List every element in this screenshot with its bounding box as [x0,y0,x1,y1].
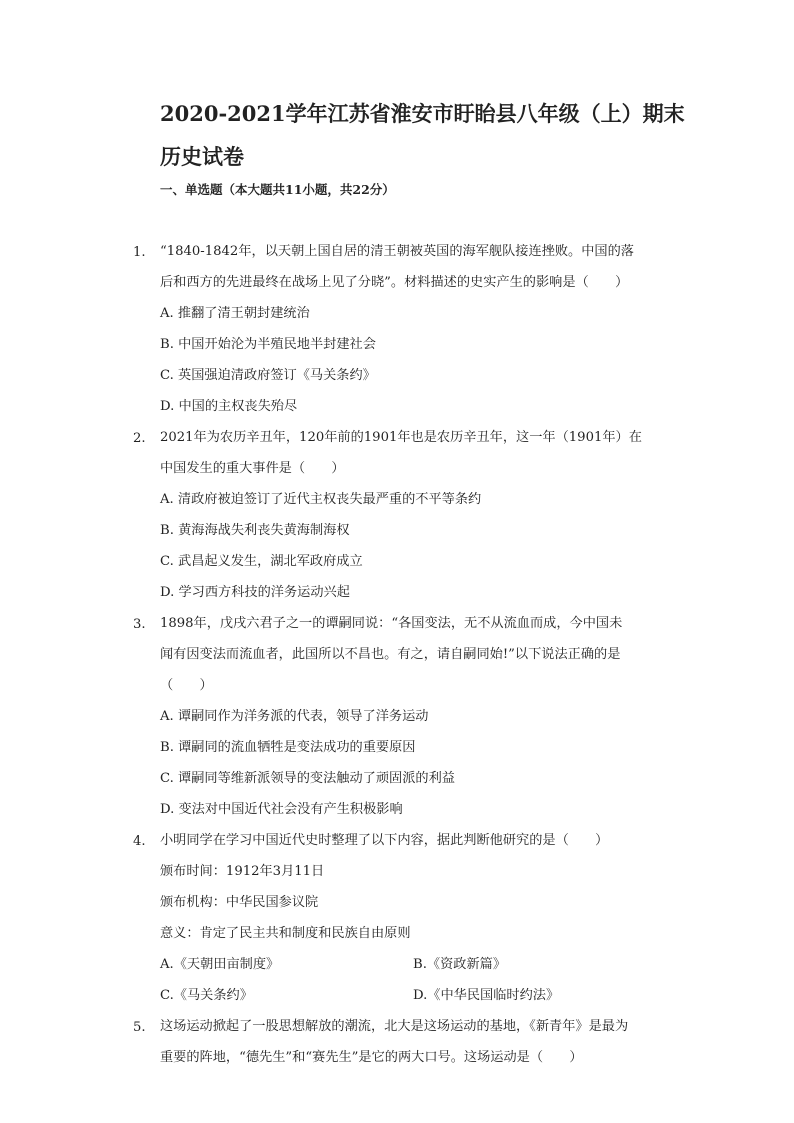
question-1-option-a[interactable]: A. 推翻了清王朝封建统治 [160,306,310,321]
question-3-text-line-1: 1898年，戊戌六君子之一的谭嗣同说：“各国变法，无不从流血而成，今中国未 [160,616,623,631]
question-4-option-d[interactable]: D.《中华民国临时约法》 [413,988,560,1003]
question-1-text-line-1: “1840-1842年，以天朝上国自居的清王朝被英国的海军舰队接连挫败。中国的落 [160,244,634,259]
question-4-text-line-1: 小明同学在学习中国近代史时整理了以下内容，据此判断他研究的是（ ） [160,833,609,848]
question-3-option-b[interactable]: B. 谭嗣同的流血牺牲是变法成功的重要原因 [160,740,416,755]
question-4-text-line-3: 颁布机构：中华民国参议院 [160,895,319,910]
question-2-text-line-2: 中国发生的重大事件是（ ） [160,461,345,476]
question-2-option-a[interactable]: A. 清政府被迫签订了近代主权丧失最严重的不平等条约 [160,492,482,507]
question-1-option-d[interactable]: D. 中国的主权丧失殆尽 [160,399,298,414]
question-3-option-a[interactable]: A. 谭嗣同作为洋务派的代表，领导了洋务运动 [160,709,429,724]
question-2-option-d[interactable]: D. 学习西方科技的洋务运动兴起 [160,585,350,600]
question-2-option-b[interactable]: B. 黄海海战失利丧失黄海制海权 [160,523,350,538]
question-4-text-line-2: 颁布时间：1912年3月11日 [160,864,325,879]
question-2-text-line-1: 2021年为农历辛丑年，120年前的1901年也是农历辛丑年，这一年（1901年）在 [160,430,642,445]
question-3-text-line-3: （ ） [160,678,213,693]
question-5-number: 5. [133,1020,146,1035]
question-2-option-c[interactable]: C. 武昌起义发生，湖北军政府成立 [160,554,363,569]
question-5-text-line-1: 这场运动掀起了一股思想解放的潮流，北大是这场运动的基地，《新青年》是最为 [160,1019,629,1034]
section-heading: 一、单选题（本大题共11小题，共22分） [160,182,395,197]
question-4-text-line-4: 意义：肯定了民主共和制度和民族自由原则 [160,926,411,941]
question-1-option-b[interactable]: B. 中国开始沦为半殖民地半封建社会 [160,337,376,352]
question-2-number: 2. [133,431,146,446]
question-3-number: 3. [133,617,146,632]
question-3-option-d[interactable]: D. 变法对中国近代社会没有产生积极影响 [160,802,403,817]
question-4-option-c[interactable]: C.《马关条约》 [160,988,253,1003]
question-5-text-line-2: 重要的阵地，“德先生”和“赛先生”是它的两大口号。这场运动是（ ） [160,1050,583,1065]
page-title-line-2: 历史试卷 [160,144,244,169]
question-4-option-a[interactable]: A.《天朝田亩制度》 [160,957,280,972]
page-title-line-1: 2020-2021学年江苏省淮安市盱眙县八年级（上）期末 [160,101,685,126]
question-3-text-line-2: 闻有因变法而流血者，此国所以不昌也。有之，请自嗣同始!”以下说法正确的是 [160,647,621,662]
question-4-number: 4. [133,834,146,849]
question-1-text-line-2: 后和西方的先进最终在战场上见了分晓”。材料描述的史实产生的影响是（ ） [160,275,629,290]
question-3-option-c[interactable]: C. 谭嗣同等维新派领导的变法触动了顽固派的利益 [160,771,455,786]
question-4-option-b[interactable]: B.《资政新篇》 [413,957,507,972]
question-1-number: 1. [133,245,146,260]
question-1-option-c[interactable]: C. 英国强迫清政府签订《马关条约》 [160,368,376,383]
